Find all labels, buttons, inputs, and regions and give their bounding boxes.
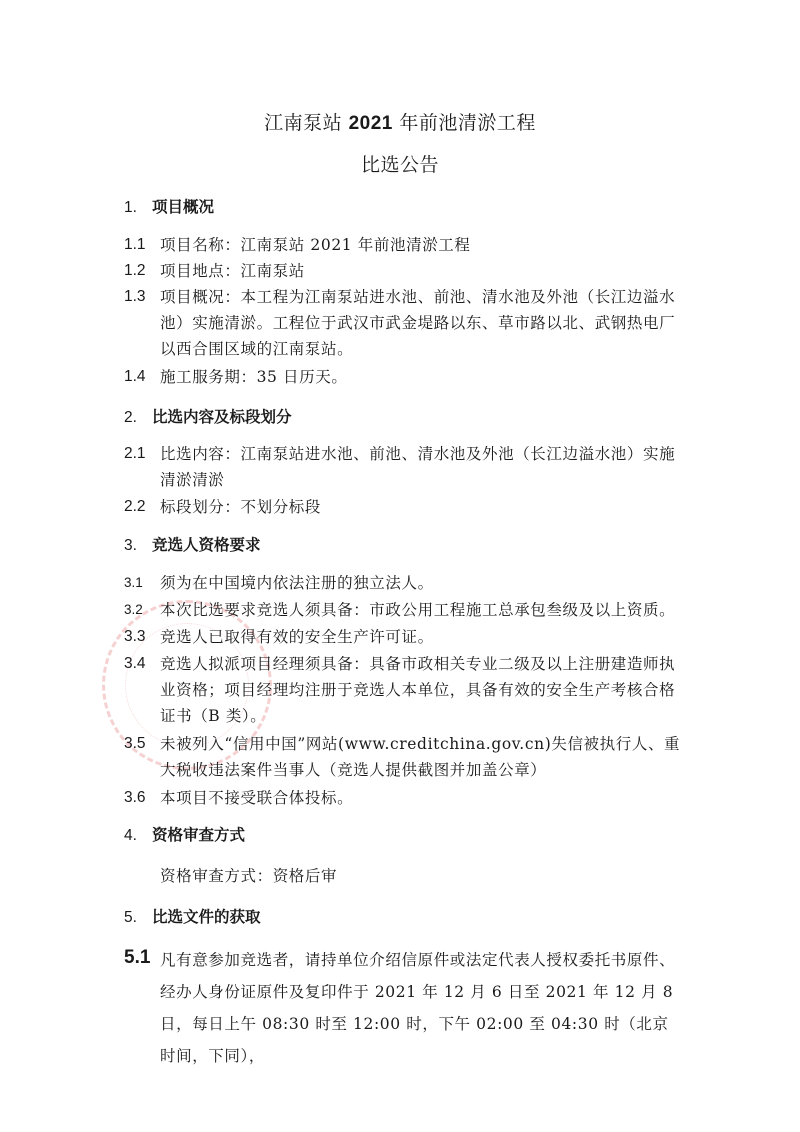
item-text: 施工服务期：35 日历天。 <box>160 368 348 386</box>
list-item-1-1 <box>124 232 684 258</box>
item-number: 3.1 <box>124 575 143 590</box>
item-number: 3.3 <box>124 628 146 645</box>
section-heading-4 <box>124 823 245 845</box>
list-item-3-1 <box>124 570 684 596</box>
item-text: 本次比选要求竞选人须具备：市政公用工程施工总承包叁级及以上资质。 <box>160 601 676 619</box>
item-number: 2.2 <box>124 498 146 515</box>
item-number: 3.6 <box>124 789 146 806</box>
item-text: 竞选人已取得有效的安全生产许可证。 <box>160 628 434 646</box>
item-number: 3.2 <box>124 602 143 617</box>
item-number: 1.1 <box>124 236 146 253</box>
list-item-2-1 <box>124 441 684 493</box>
item-number: 1.4 <box>124 368 146 385</box>
section-number: 4. <box>124 827 137 844</box>
section-heading-5 <box>124 905 261 927</box>
item-number: 1.3 <box>124 288 146 305</box>
section-title: 比选内容及标段划分 <box>152 407 292 426</box>
list-item-1-4 <box>124 364 684 390</box>
item-text: 标段划分：不划分标段 <box>160 498 322 516</box>
section-number: 5. <box>124 909 137 926</box>
list-item-1-3 <box>124 284 684 362</box>
item-text: 本项目不接受联合体投标。 <box>160 789 354 807</box>
item-number: 5.1 <box>124 947 151 968</box>
item-text: 项目地点：江南泵站 <box>160 262 305 280</box>
section-number: 2. <box>124 409 137 426</box>
list-item-2-2 <box>124 494 684 520</box>
item-text: 项目概况：本工程为江南泵站进水池、前池、清水池及外池（长江边溢水池）实施清淤。工程位于武汉市武金堤路以东、草市路以北、武钢热电厂以西合围区域的江南泵站。 <box>160 288 676 358</box>
title-prefix: 江南泵站 <box>264 112 349 134</box>
title-suffix: 年前池清淤工程 <box>392 112 536 134</box>
title-year: 2021 <box>348 113 393 134</box>
section-heading-2 <box>124 405 292 427</box>
qualification-review-method: 资格审查方式：资格后审 <box>160 867 338 885</box>
section-title: 资格审查方式 <box>152 825 246 844</box>
item-text: 竞选人拟派项目经理须具备：具备市政相关专业二级及以上注册建造师执业资格；项目经理均注册于竞选人本单位，具备有效的安全生产考核合格证书（B 类）。 <box>160 655 676 725</box>
item-text: 凡有意参加竞选者，请持单位介绍信原件或法定代表人授权委托书原件、经办人身份证原件及复印件于 2021 年 12 月 6 日至 2021 年 12 月 8 日，每日上午 08:30 时至 12:00 时，下午 02:00 至 04:30 时（北京时间，下同）， <box>160 951 676 1065</box>
section-title: 比选文件的获取 <box>152 907 261 926</box>
list-item-5-1 <box>124 944 684 1072</box>
list-item-3-2 <box>124 597 684 623</box>
section-title: 项目概况 <box>152 197 215 216</box>
list-item-3-3 <box>124 624 684 650</box>
item-text: 未被列入“信用中国”网站(www.creditchina.gov.cn)失信被执行人、重大税收违法案件当事人（竞选人提供截图并加盖公章） <box>160 735 681 779</box>
item-number: 1.2 <box>124 262 146 279</box>
document-subtitle: 比选公告 <box>360 154 439 176</box>
list-item-3-4 <box>124 651 684 729</box>
list-item-3-6 <box>124 785 684 811</box>
list-item-3-5 <box>124 731 684 783</box>
item-text: 须为在中国境内依法注册的独立法人。 <box>160 574 434 592</box>
section-title: 竞选人资格要求 <box>152 535 261 554</box>
item-number: 3.5 <box>124 735 146 752</box>
document-title <box>0 108 800 135</box>
item-number: 2.1 <box>124 445 146 462</box>
item-number: 3.4 <box>124 655 146 672</box>
section-number: 1. <box>124 199 137 216</box>
item-text: 比选内容：江南泵站进水池、前池、清水池及外池（长江边溢水池）实施清淤清淤 <box>160 445 676 489</box>
section-heading-1 <box>124 195 214 217</box>
item-text: 项目名称：江南泵站 2021 年前池清淤工程 <box>160 236 471 254</box>
list-item-1-2 <box>124 258 684 284</box>
section-number: 3. <box>124 537 137 554</box>
section-heading-3 <box>124 533 261 555</box>
